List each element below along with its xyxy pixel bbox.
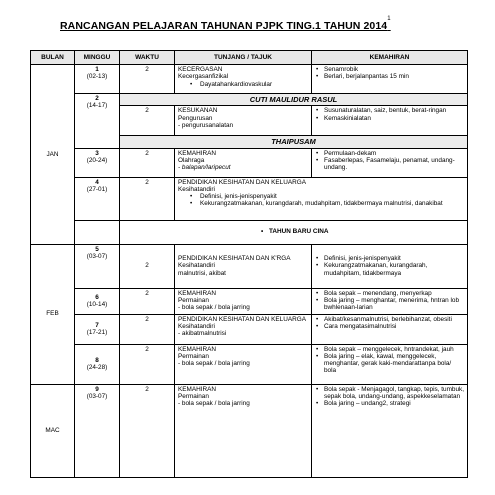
week-cell bbox=[75, 94, 120, 136]
kemahiran-item: • Susunaturalatan, saiz, bentuk, berat-ringan bbox=[315, 107, 464, 114]
kemahiran-cell bbox=[312, 106, 468, 136]
tunjang-bullet: • Kekurangzatmakanan, kurangdarah, mudahpitam, tidakbermaya malnutrisi, danakibat bbox=[178, 200, 464, 207]
document-title bbox=[60, 16, 440, 32]
table-row bbox=[31, 384, 468, 477]
week-dates: (27-01) bbox=[86, 185, 108, 193]
table-row bbox=[31, 288, 468, 314]
waktu-cell: 2 bbox=[120, 288, 175, 314]
tunjang-line: KECERGASAN bbox=[178, 66, 223, 73]
tunjang-line: malnutrisi, akibat bbox=[178, 269, 226, 277]
table-row bbox=[31, 314, 468, 344]
waktu-cell: 2 bbox=[120, 148, 175, 177]
week-cell bbox=[75, 384, 120, 477]
week-dates: (17-21) bbox=[86, 329, 108, 337]
tunjang-line: KEMAHIRAN bbox=[178, 385, 216, 393]
kemahiran-cell bbox=[312, 344, 468, 384]
kemahiran-cell bbox=[312, 314, 468, 344]
table-row bbox=[31, 177, 468, 220]
week-cell-empty bbox=[75, 220, 120, 244]
week-dates: (03-07) bbox=[86, 252, 108, 260]
week-dates: (20-24) bbox=[86, 156, 108, 164]
tunjang-cell bbox=[175, 288, 312, 314]
tunjang-line: KESUKANAN bbox=[178, 107, 218, 115]
tunjang-line: KEMAHIRAN bbox=[178, 149, 216, 157]
kemahiran-item: • Kekurangzatmakanan, kurangdarah, mudahpitam, tidakbermaya bbox=[315, 262, 464, 277]
week-number: 7 bbox=[95, 321, 99, 329]
tunjang-cell bbox=[175, 65, 312, 94]
week-number: 8 bbox=[95, 356, 99, 364]
waktu-cell: 2 bbox=[120, 177, 175, 220]
header-waktu: WAKTU bbox=[120, 51, 175, 65]
tunjang-line: PENDIDIKAN KESIHATAN DAN K'RGA bbox=[178, 255, 291, 263]
tunjang-bullet: • Definisi, jenis-jenispenyakit bbox=[178, 193, 464, 200]
week-cell bbox=[75, 148, 120, 177]
header-minggu: MINGGU bbox=[75, 51, 120, 65]
table-row bbox=[31, 136, 468, 148]
kemahiran-item: • Berlari, berjalanpantas 15 min bbox=[315, 73, 464, 80]
week-cell bbox=[75, 314, 120, 344]
tunjang-cell bbox=[175, 106, 312, 136]
week-dates: (10-14) bbox=[86, 301, 108, 309]
tunjang-line: - bola sepak / bola jarring bbox=[178, 400, 250, 408]
kemahiran-item: • Bola jaring – undang2, strategi bbox=[315, 400, 464, 407]
week-cell bbox=[75, 65, 120, 94]
kemahiran-item: • Bola jaring – elak, kawal, menggelecek, menghantar, gerak kaki-mendarattanpa bola/ bola bbox=[315, 353, 464, 375]
header-bulan: BULAN bbox=[31, 51, 75, 65]
week-number: 1 bbox=[95, 66, 99, 73]
header-tunjang: TUNJANG / TAJUK bbox=[175, 51, 312, 65]
week-number: 2 bbox=[95, 95, 99, 102]
week-dates: (03-07) bbox=[86, 392, 108, 400]
tunjang-line: Kesihatandiri bbox=[178, 185, 215, 193]
kemahiran-item: • Permulaan-dekam bbox=[315, 150, 464, 157]
tunjang-line: - akibatmalnutrisi bbox=[178, 330, 227, 338]
kemahiran-cell bbox=[312, 244, 468, 288]
header-kemahiran: KEMAHIRAN bbox=[312, 51, 468, 65]
tunjang-line: - pengurusanalatan bbox=[178, 121, 234, 129]
kemahiran-item: • Definisi, jenis-jenispenyakit bbox=[315, 255, 464, 262]
kemahiran-cell bbox=[312, 288, 468, 314]
week-cell bbox=[75, 288, 120, 314]
week-dates: (14-17) bbox=[86, 102, 108, 110]
title-text: RANCANGAN PELAJARAN TAHUNAN PJPK TING.1 TAHUN 2014 bbox=[60, 20, 388, 32]
kemahiran-item: • Cara mengatasimalnutrisi bbox=[315, 323, 464, 330]
tunjang-cell bbox=[175, 384, 312, 477]
tunjang-bullet: • Dayatahankardiovaskular bbox=[178, 81, 308, 88]
tunjang-line: KEMAHIRAN bbox=[178, 345, 216, 353]
kemahiran-cell bbox=[312, 148, 468, 177]
waktu-cell: 2 bbox=[120, 344, 175, 384]
week-cell-empty bbox=[75, 136, 120, 148]
month-cell-jan: JAN bbox=[31, 65, 75, 245]
tunjang-line: KEMAHIRAN bbox=[178, 289, 216, 297]
tunjang-cell bbox=[175, 177, 468, 220]
holiday-banner: THAIPUSAM bbox=[120, 136, 468, 148]
table-row bbox=[31, 220, 468, 244]
kemahiran-item: • Bola jaring – menghantar, menerima, hntran lob bwhlenaan-larian bbox=[315, 297, 464, 312]
tunjang-line: Permainan bbox=[178, 392, 209, 400]
tunjang-line: Kesihatandiri bbox=[178, 322, 215, 330]
table-row bbox=[31, 148, 468, 177]
week-number: 5 bbox=[95, 245, 99, 253]
table-row bbox=[31, 244, 468, 288]
waktu-cell: 2 bbox=[120, 244, 175, 288]
waktu-cell: 2 bbox=[120, 314, 175, 344]
tunjang-line: Permainan bbox=[178, 296, 209, 304]
kemahiran-item: • Bola sepak – menendang, menyerkap bbox=[315, 290, 464, 297]
tunjang-cell bbox=[175, 244, 312, 288]
kemahiran-cell bbox=[312, 384, 468, 477]
tunjang-cell bbox=[175, 344, 312, 384]
week-cell bbox=[75, 244, 120, 288]
month-cell-mac: MAC bbox=[31, 384, 75, 477]
tunjang-line: Pengurusan bbox=[178, 114, 213, 122]
week-cell bbox=[75, 177, 120, 220]
waktu-cell: 2 bbox=[120, 65, 175, 94]
tunjang-line: - bola sepak / bola jarring bbox=[178, 360, 250, 368]
holiday-cell bbox=[120, 220, 468, 244]
tunjang-line: - balapan/laripecut bbox=[178, 164, 231, 172]
week-number: 4 bbox=[95, 178, 99, 186]
kemahiran-item: • Bola sepak – menggelecek, hntrandekat, jauh bbox=[315, 346, 464, 353]
waktu-cell: 2 bbox=[120, 106, 175, 136]
kemahiran-item: • Akibat/kesanmalnutrisi, berlebihanzat, obesiti bbox=[315, 316, 464, 323]
holiday-banner: • TAHUN BARU CINA bbox=[260, 228, 464, 235]
tunjang-line: Olahraga bbox=[178, 156, 205, 164]
lesson-plan-table bbox=[30, 50, 468, 478]
tunjang-line: PENDIDIKAN KESIHATAN DAN KELUARGA bbox=[178, 178, 306, 186]
header-row bbox=[31, 51, 468, 65]
table-row bbox=[31, 344, 468, 384]
table-row bbox=[31, 94, 468, 106]
week-dates: (24-28) bbox=[86, 364, 108, 372]
tunjang-cell bbox=[175, 314, 312, 344]
kemahiran-item: • Fasaberlepas, Fasamelaju, penamat, undang-undang. bbox=[315, 157, 464, 172]
week-number: 3 bbox=[95, 149, 99, 157]
tunjang-line: - bola sepak / bola jarring bbox=[178, 304, 250, 312]
waktu-cell: 2 bbox=[120, 384, 175, 477]
tunjang-line: Kesihatandiri bbox=[178, 262, 215, 270]
week-dates: (02-13) bbox=[86, 73, 108, 81]
kemahiran-item: • Senamrobik bbox=[315, 66, 464, 73]
week-number: 9 bbox=[95, 385, 99, 393]
month-cell-feb: FEB bbox=[31, 244, 75, 384]
holiday-banner: CUTI MAULIDUR RASUL bbox=[120, 94, 468, 106]
tunjang-line: PENDIDIKAN KESIHATAN DAN KELUARGA bbox=[178, 315, 306, 323]
title-superscript: 1 bbox=[387, 16, 391, 22]
week-cell bbox=[75, 344, 120, 384]
table-row bbox=[31, 65, 468, 94]
kemahiran-item: • Bola sepak - Menjagagol, tangkap, tepis, tumbuk, sepak bola, undang-undang, aspekkeselamatan bbox=[315, 386, 464, 401]
week-number: 6 bbox=[95, 293, 99, 301]
kemahiran-cell bbox=[312, 65, 468, 94]
tunjang-line: Kecergasanfizikal bbox=[178, 73, 229, 81]
kemahiran-item: • Kemaskinialatan bbox=[315, 115, 464, 122]
tunjang-line: Permainan bbox=[178, 352, 209, 360]
tunjang-cell bbox=[175, 148, 312, 177]
